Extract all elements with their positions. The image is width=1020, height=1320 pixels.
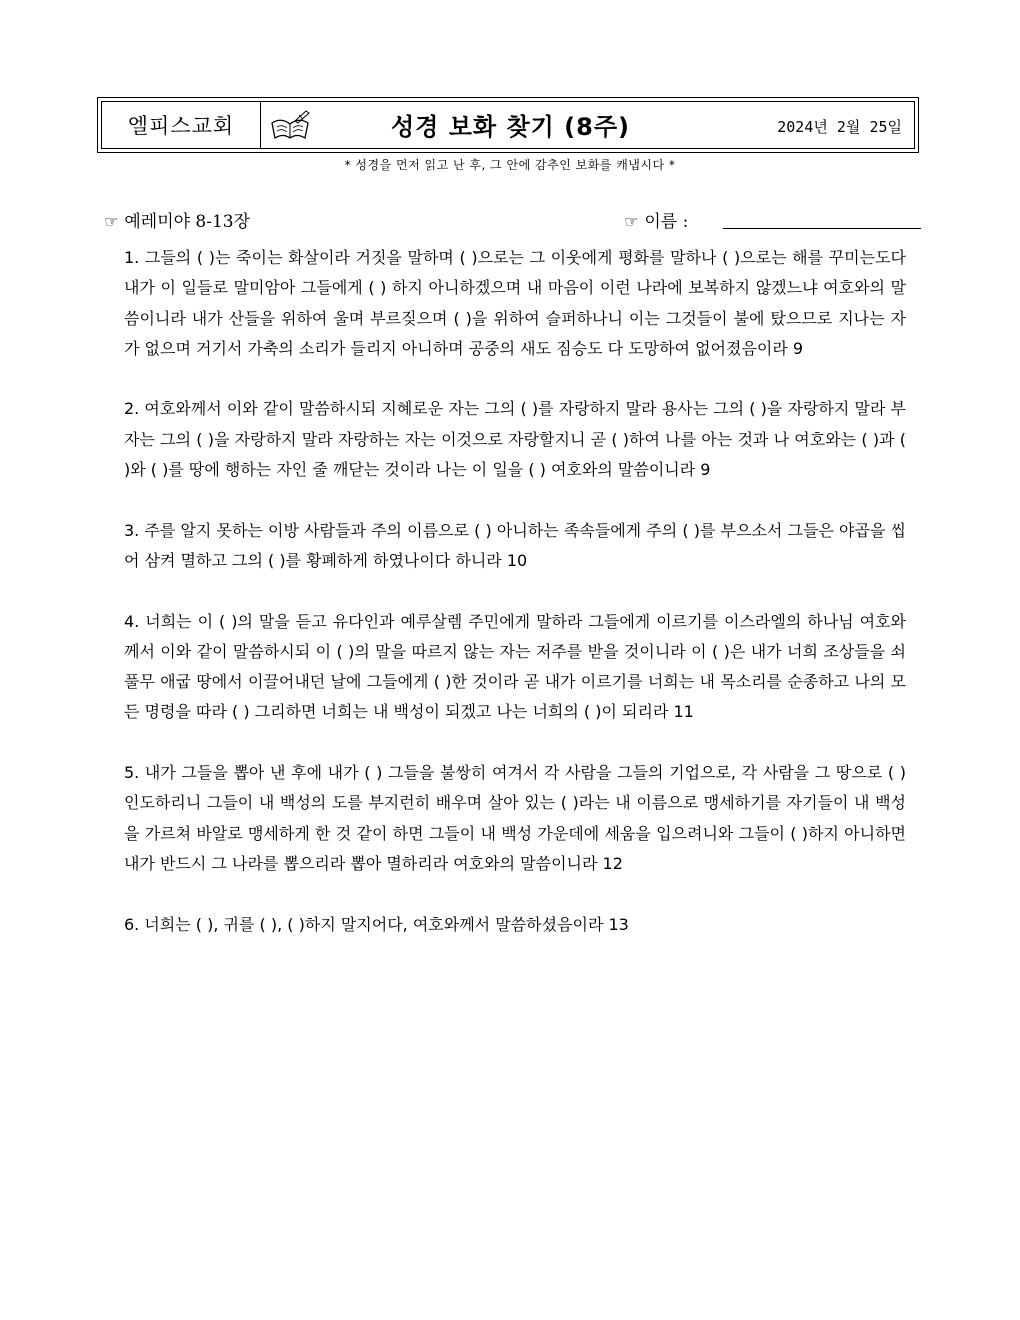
header-box — [97, 97, 919, 153]
reading-label: 예레미야 8-13장 — [124, 212, 251, 232]
name-section — [624, 207, 688, 232]
question-3: 3. 주를 알지 못하는 이방 사람들과 주의 이름으로 ( ) 아니하는 족속들에게 주의 ( )를 부으소서 그들은 야곱을 씹어 삼켜 멸하고 그의 ( )를 황폐하게 하였나이다 하니라 10 — [124, 520, 906, 570]
header-inner-frame — [101, 101, 915, 149]
question-5: 5. 내가 그들을 뽑아 낸 후에 내가 ( ) 그들을 불쌍히 여겨서 각 사람을 그들의 기업으로, 각 사람을 그 땅으로 ( ) 인도하리니 그들이 내 백성의 도를 부지런히 배우며 살아 있는 ( )라는 내 이름으로 맹세하기를 자기들이 내 백성을 가르쳐 바알로 맹세하게 한 것 같이 하면 그들이 내 백성 가운데에 세움을 입으려니와 그들이 ( )하지 아니하면 내가 반드시 그 나라를 뽑으리라 뽑아 멸하리라 여호와의 말씀이니라 12 — [124, 763, 906, 873]
pointing-hand-icon: ☞ — [104, 212, 119, 231]
question-4: 4. 너희는 이 ( )의 말을 듣고 유다인과 예루살렘 주민에게 말하라 그들에게 이르기를 이스라엘의 하나님 여호와께서 이와 같이 말씀하시되 이 ( )의 말을 따르지 않는 자는 저주를 받을 것이니라 이 ( )은 내가 너희 조상들을 쇠풀무 애굽 땅에서 이끌어내던 날에 그들에게 ( )한 것이라 곧 내가 이르기를 너희는 내 목소리를 순종하고 나의 모든 명령을 따라 ( ) 그리하면 너희는 내 백성이 되겠고 나는 너희의 ( )이 되리라 11 — [124, 611, 906, 722]
reading-range — [104, 207, 250, 232]
name-label: 이름 : — [644, 212, 689, 232]
question-6: 6. 너희는 ( ), 귀를 ( ), ( )하지 말지어다, 여호와께서 말씀하셨음이라 13 — [124, 914, 629, 934]
pointing-hand-icon: ☞ — [624, 212, 639, 231]
open-book-icon — [269, 109, 311, 143]
date-label: 2024년 2월 25일 — [777, 118, 902, 136]
question-1: 1. 그들의 ( )는 죽이는 화살이라 거짓을 말하며 ( )으로는 그 이웃에게 평화를 말하나 ( )으로는 해를 꾸미는도다 내가 이 일들로 말미암아 그들에게 ( ) 하지 아니하겠으며 내 마음이 이런 나라에 보복하지 않겠느냐 여호와의 말씀이니라 내가 산들을 위하여 울며 부르짖으며 ( )을 위하여 슬퍼하나니 이는 그것들이 불에 탔으므로 지나는 자가 없으며 거기서 가축의 소리가 들리지 아니하며 공중의 새도 짐승도 다 도망하여 없어졌음이라 9 — [124, 248, 906, 358]
question-2: 2. 여호와께서 이와 같이 말씀하시되 지혜로운 자는 그의 ( )를 자랑하지 말라 용사는 그의 ( )을 자랑하지 말라 부자는 그의 ( )을 자랑하지 말라 자랑하는 자는 이것으로 자랑할지니 곧 ( )하여 나를 아는 것과 나 여호와는 ( )과 ( )와 ( )를 땅에 행하는 자인 줄 깨닫는 것이라 나는 이 일을 ( ) 여호와의 말씀이니라 9 — [124, 399, 906, 480]
church-name: 엘피스교회 — [102, 102, 261, 148]
questions-list — [124, 243, 906, 970]
page-title: 성경 보화 찾기 (8주) — [391, 113, 630, 141]
name-input-line[interactable] — [723, 228, 921, 229]
title-cell — [261, 102, 914, 148]
instruction-text: * 성경을 먼저 읽고 난 후, 그 안에 감추인 보화를 캐냅시다 * — [344, 158, 676, 172]
